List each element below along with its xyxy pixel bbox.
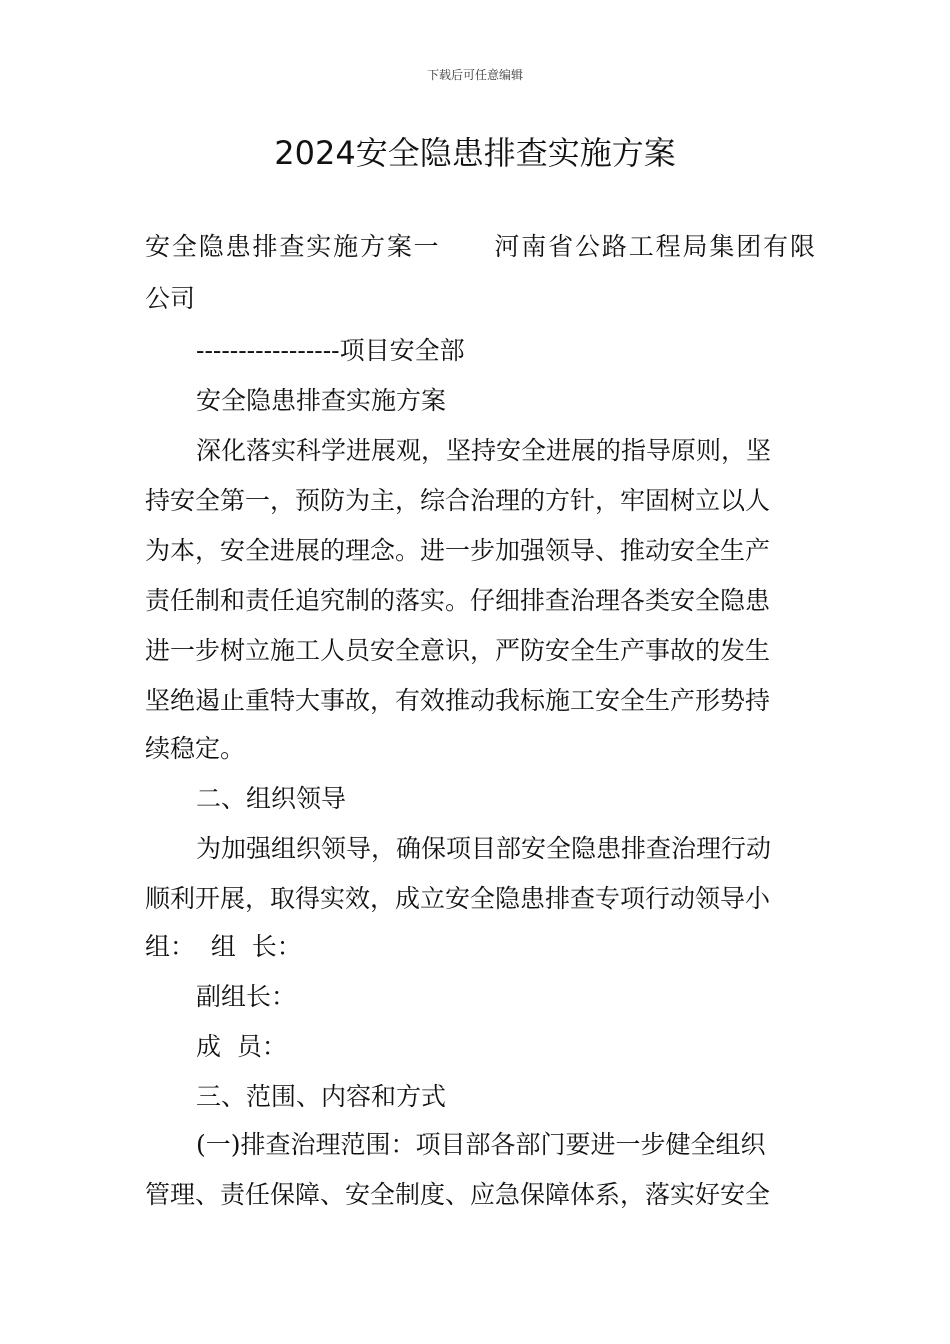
paragraph-1-line-4: 责任制和责任追究制的落实。仔细排查治理各类安全隐患 xyxy=(145,586,771,615)
deputy-leader-line: 副组长： xyxy=(196,982,297,1011)
section-heading-2: 二、组织领导 xyxy=(196,784,347,813)
department-line: -----------------项目安全部 xyxy=(196,336,465,365)
paragraph-1-line-2: 持安全第一，预防为主，综合治理的方针，牢固树立以人 xyxy=(145,486,771,515)
paragraph-2-line-3: 组： 组 长： xyxy=(145,932,302,961)
section-heading-plan: 安全隐患排查实施方案 xyxy=(196,386,447,415)
section-heading-3: 三、范围、内容和方式 xyxy=(196,1082,447,1111)
document-title: 2024安全隐患排查实施方案 xyxy=(274,134,676,172)
body-line-1 xyxy=(145,232,815,262)
body-line-1-part-b: 河南省公路工程局集团有限 xyxy=(492,232,815,261)
body-line-1-part-a: 安全隐患排查实施方案一 xyxy=(145,232,441,261)
header-note: 下载后可任意编辑 xyxy=(426,68,523,82)
paragraph-1-line-3: 为本，安全进展的理念。进一步加强领导、推动安全生产 xyxy=(145,536,771,565)
body-line-2: 公司 xyxy=(145,284,196,313)
paragraph-3-line-2: 管理、责任保障、安全制度、应急保障体系，落实好安全 xyxy=(145,1180,771,1209)
paragraph-2-line-2: 顺利开展，取得实效，成立安全隐患排查专项行动领导小 xyxy=(145,884,771,913)
paragraph-2-line-1: 为加强组织领导，确保项目部安全隐患排查治理行动 xyxy=(196,834,772,863)
paragraph-3-line-1: (一)排查治理范围：项目部各部门要进一步健全组织 xyxy=(196,1130,766,1159)
paragraph-1-line-5: 进一步树立施工人员安全意识，严防安全生产事故的发生 xyxy=(145,636,771,665)
paragraph-1-line-6: 坚绝遏止重特大事故，有效推动我标施工安全生产形势持 xyxy=(145,686,771,715)
members-line: 成 员： xyxy=(196,1032,287,1061)
paragraph-1-line-7: 续稳定。 xyxy=(145,734,246,763)
paragraph-1-line-1: 深化落实科学进展观，坚持安全进展的指导原则，坚 xyxy=(196,436,772,465)
